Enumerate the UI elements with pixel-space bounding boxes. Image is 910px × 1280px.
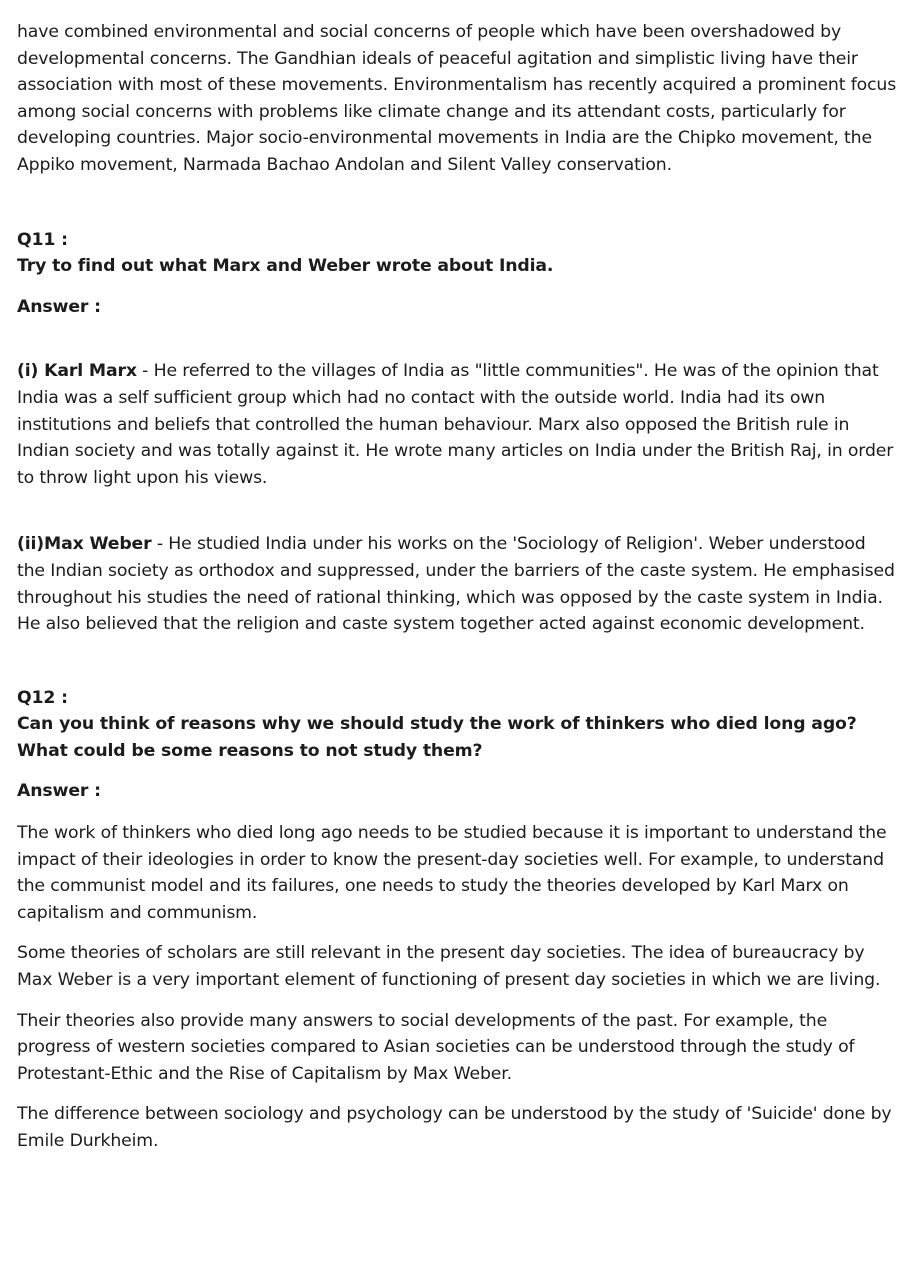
answer-paragraph: The difference between sociology and psychology can be understood by the study of 'Suicide' done by Emile Durkheim. [17,1104,892,1151]
weber-label: (ii)Max Weber [17,534,152,555]
question-text: Can you think of reasons why we should study the work of thinkers who died long ago? What could be some reasons to not study them? [17,714,857,761]
weber-text: - He studied India under his works on the 'Sociology of Religion'. Weber understood the Indian society as orthodox and suppressed, under the barriers of the caste system. He emphasised throughout his studies the need of rational thinking, which was opposed by the caste system in India. He also believed that the religion and caste system together acted against economic development. [17,534,895,635]
question-number: Q11 : [17,229,68,250]
question-number: Q12 : [17,687,68,708]
answer-paragraph: Some theories of scholars are still relevant in the present day societies. The idea of bureaucracy by Max Weber is a very important element of functioning of present day societies in which we are living. [17,943,881,991]
answer-paragraph: The work of thinkers who died long ago needs to be studied because it is important to understand the impact of their ideologies in order to know the present-day societies well. For example, to understand the communist model and its failures, one needs to study the theories developed by Karl Marx on capitalism and communism. [17,823,887,923]
intro-paragraph: have combined environmental and social concerns of people which have been overshadowed by developmental concerns. The Gandhian ideals of peaceful agitation and simplistic living have their association with most of these movements. Environmentalism has recently acquired a prominent focus among social concerns with problems like climate change and its attendant costs, particularly for developing countries. Major socio-environmental movements in India are the Chipko movement, the Appiko movement, Narmada Bachao Andolan and Silent Valley conservation. [17,22,897,175]
question-12 [17,685,897,1155]
answer-paragraph: Their theories also provide many answers to social developments of the past. For example, the progress of western societies compared to Asian societies can be understood through the study of Protestant-Ethic and the Rise of Capitalism by Max Weber. [17,1010,855,1084]
marx-label: (i) Karl Marx [17,361,137,382]
answer-label: Answer : [17,781,101,802]
question-text: Try to find out what Marx and Weber wrote about India. [17,256,554,277]
answer-label: Answer : [17,296,101,317]
marx-text: - He referred to the villages of India as "little communities". He was of the opinion that India was a self sufficient group which had no contact with the outside world. India had its own institutions and beliefs that controlled the human behaviour. Marx also opposed the British rule in Indian society and was totally against it. He wrote many articles on India under the British Raj, in order to throw light upon his views. [17,361,894,488]
answer-paragraph-weber [17,531,897,637]
document-page [17,19,897,1155]
answer-paragraph-marx [17,358,897,491]
question-11 [17,227,897,638]
